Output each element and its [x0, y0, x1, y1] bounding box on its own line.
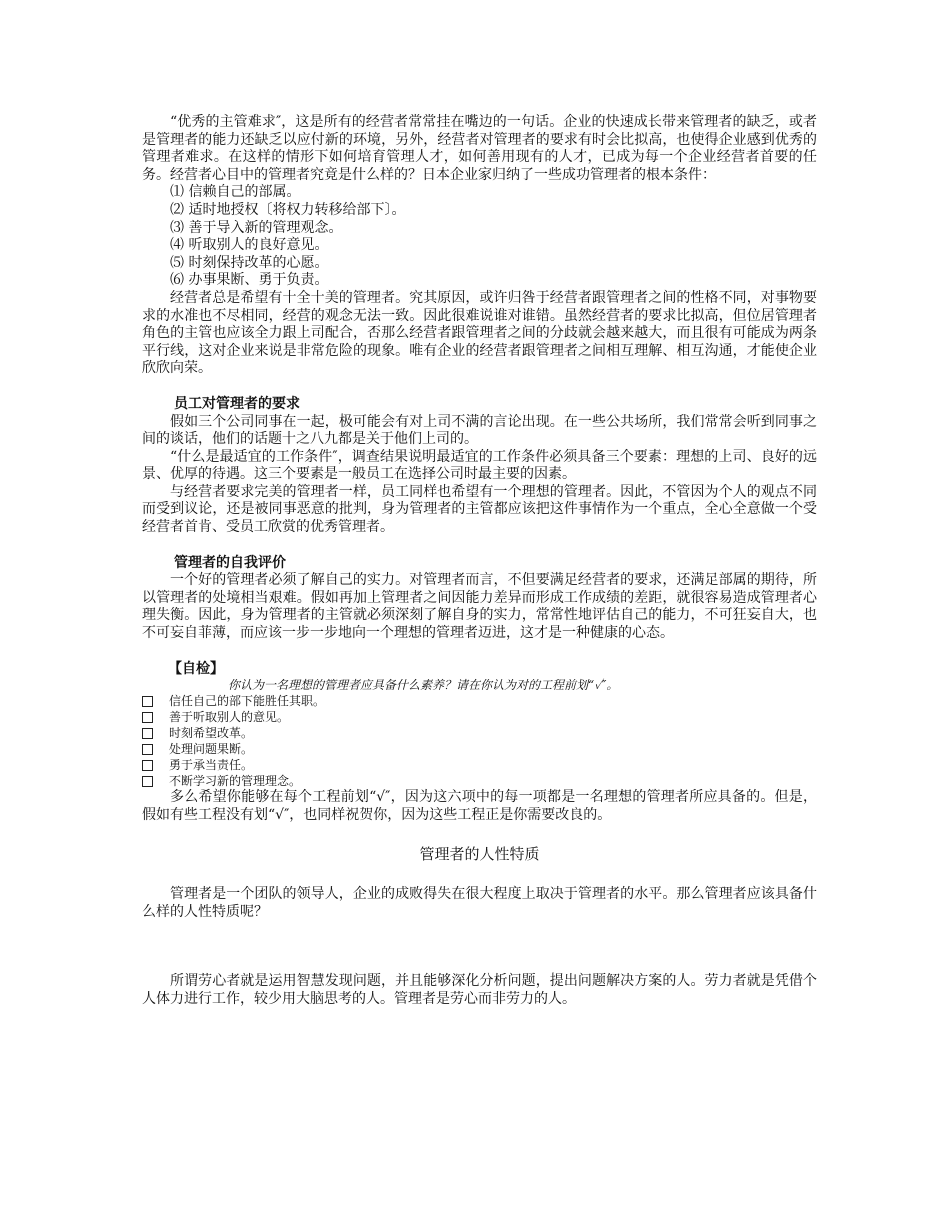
employee-paragraph-3: 与经营者要求完美的管理者一样，员工同样也希望有一个理想的管理者。因此，不管因为个人的观点不同而受到议论，还是被同事恶意的批判，身为管理者的主管都应该把这件事情作为一个重点，全心全意做一个受经营者首肯、受员工欣赏的优秀管理者。	[142, 483, 817, 536]
spacer	[142, 864, 817, 886]
self-eval-paragraph: 一个好的管理者必须了解自己的实力。对管理者而言，不但要满足经营者的要求，还满足部属的期待，所以管理者的处境相当艰难。假如再加上管理者之间因能力差异而形成工作成绩的差距，就很容易造成管理者心理失衡。因此，身为管理者的主管就必须深刻了解自身的实力，常常性地评估自己的能力，不可狂妄自大，也不可妄自菲薄，而应该一步一步地向一个理想的管理者迈进，这才是一种健康的心态。	[142, 572, 817, 642]
self-check-item[interactable]	[142, 709, 817, 725]
employee-paragraph-1: 假如三个公司同事在一起，极可能会有对上司不满的言论出现。在一些公共场所，我们常常会听到同事之间的谈话，他们的话题十之八九都是关于他们上司的。	[142, 413, 817, 448]
section-title: 管理者的人性特质	[419, 845, 540, 864]
self-check-item-label: 时刻希望改革。	[169, 726, 254, 741]
checkbox-icon[interactable]	[142, 776, 153, 787]
humanity-paragraph-1: 管理者是一个团队的领导人，企业的成败得失在很大程度上取决于管理者的水平。那么管理者应该具备什么样的人性特质呢？	[142, 886, 817, 920]
checkbox-icon[interactable]	[142, 728, 153, 739]
condition-item: ⑸ 时刻保持改革的心愿。	[170, 254, 329, 271]
self-eval-section-heading: 管理者的自我评价	[174, 554, 286, 571]
self-check-item-label: 勇于承当责任。	[169, 758, 254, 773]
self-check-item[interactable]	[142, 693, 817, 709]
spacer	[142, 378, 817, 396]
spacer	[142, 921, 817, 973]
condition-item: ⑴ 信赖自己的部属。	[170, 184, 301, 201]
document-page	[142, 114, 817, 1008]
self-check-item-label: 不断学习新的管理理念。	[169, 774, 302, 789]
self-check-conclusion: 多么希望你能够在每个工程前划“√″，因为这六项中的每一项都是一名理想的管理者所应具备的。但是，假如有些工程没有划“√″，也同样祝贺你，因为这些工程正是你需要改良的。	[142, 789, 817, 823]
condition-item: ⑷ 听取别人的良好意见。	[170, 237, 329, 254]
self-check-item-label: 信任自己的部下能胜任其职。	[169, 694, 326, 709]
self-check-item[interactable]	[142, 773, 817, 789]
condition-item: ⑶ 善于导入新的管理观念。	[170, 219, 343, 236]
self-check-item[interactable]	[142, 757, 817, 773]
self-check-item-label: 处理问题果断。	[169, 742, 254, 757]
spacer	[142, 824, 817, 846]
self-check-list	[142, 693, 817, 789]
self-check-item-label: 善于听取别人的意见。	[169, 710, 290, 725]
employee-section-heading: 员工对管理者的要求	[174, 395, 300, 412]
checkbox-icon[interactable]	[142, 696, 153, 707]
condition-item: ⑵ 适时地授权〔将权力转移给部下〕。	[170, 201, 406, 218]
expectation-paragraph: 经营者总是希望有十全十美的管理者。究其原因，或许归咎于经营者跟管理者之间的性格不同，对事物要求的水准也不尽相同，经营的观念无法一致。因此很难说谁对谁错。虽然经营者的要求比拟高，但位居管理者角色的主管也应该全力跟上司配合，否那么经营者跟管理者之间的分歧就会越来越大，而且很有可能成为两条平行线，这对企业来说是非常危险的现象。唯有企业的经营者跟管理者之间相互理解、相互沟通，才能使企业欣欣向荣。	[142, 289, 817, 377]
humanity-paragraph-2: 所谓劳心者就是运用智慧发现问题，并且能够深化分析问题，提出问题解决方案的人。劳力者就是凭借个人体力进行工作，较少用大脑思考的人。管理者是劳心而非劳力的人。	[142, 973, 817, 1007]
self-check-question: 你认为一名理想的管理者应具备什么素养？请在你认为对的工程前划“✓″。	[228, 678, 619, 693]
self-check-item[interactable]	[142, 741, 817, 757]
self-check-item[interactable]	[142, 725, 817, 741]
intro-paragraph: “优秀的主管难求″，这是所有的经营者常常挂在嘴边的一句话。企业的快速成长带来管理者的缺乏，或者是管理者的能力还缺乏以应付新的环境，另外，经营者对管理者的要求有时会比拟高，也使得企业感到优秀的管理者难求。在这样的情形下如何培育管理人才，如何善用现有的人才，已成为每一个企业经营者首要的任务。经营者心目中的管理者究竟是什么样的？日本企业家归纳了一些成功管理者的根本条件：	[142, 114, 817, 183]
spacer	[142, 537, 817, 555]
spacer	[142, 643, 817, 661]
condition-item: ⑹ 办事果断、勇于负责。	[170, 272, 329, 289]
checkbox-icon[interactable]	[142, 760, 153, 771]
self-check-label: 【自检】	[168, 660, 224, 677]
conditions-list	[142, 184, 817, 290]
checkbox-icon[interactable]	[142, 712, 153, 723]
employee-paragraph-2: “什么是最适宜的工作条件″，调查结果说明最适宜的工作条件必须具备三个要素：理想的上司、良好的远景、优厚的待遇。这三个要素是一般员工在选择公司时最主要的因素。	[142, 448, 817, 483]
checkbox-icon[interactable]	[142, 744, 153, 755]
